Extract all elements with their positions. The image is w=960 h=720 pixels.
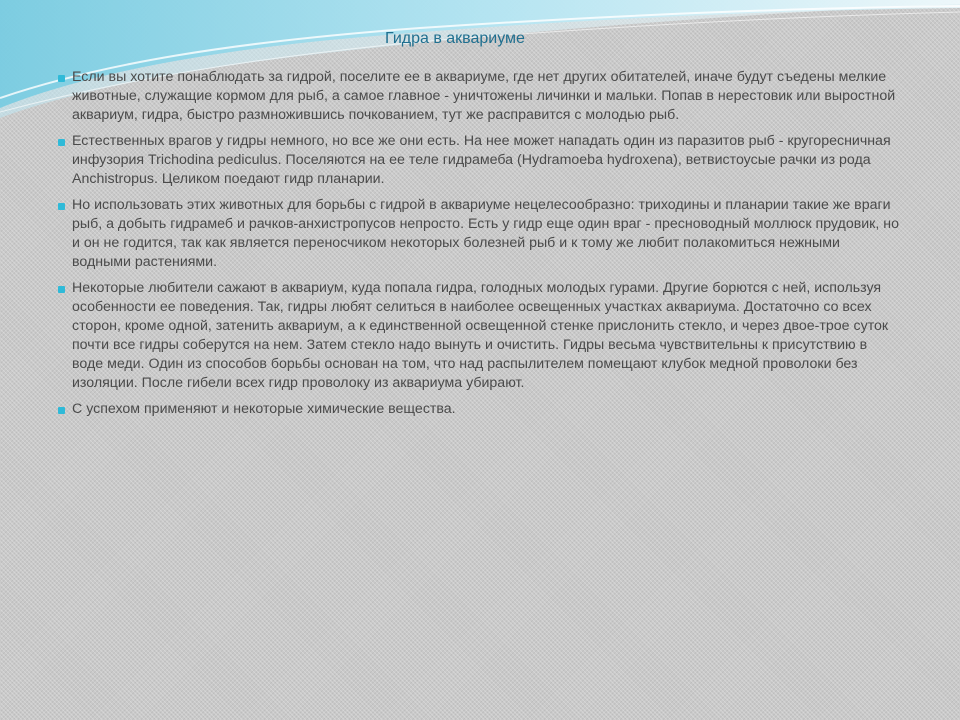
bullet-paragraph (58, 279, 900, 393)
paragraph-text: Но использовать этих животных для борьбы с гидрой в аквариуме нецелесообразно: триходины и планарии такие же враги рыб, а добыть гидрамеб и рачков-анхистропусов непросто. Есть у гидр еще один враг - пресноводный моллюск прудовик, но и он не годится, так как является переносчиком некоторых болезней рыб и к тому же любит полакомиться нежными водными растениями. (72, 197, 900, 270)
bullet-icon (58, 286, 65, 293)
bullet-paragraph (58, 132, 900, 189)
slide-title: Гидра в аквариуме (385, 30, 525, 47)
bullet-icon (58, 75, 65, 82)
slide-body (58, 68, 900, 426)
paragraph-text: Естественных врагов у гидры немного, но все же они есть. На нее может нападать один из паразитов рыб - кругоресничная инфузория Trichodina pediculus. Поселяются на ее теле гидрамеба (Hydramoeba hydroxena), ветвистоусые рачки из рода Anchistropus. Целиком поедают гидр планарии. (72, 133, 891, 187)
bullet-icon (58, 407, 65, 414)
paragraph-text: С успехом применяют и некоторые химические вещества. (72, 401, 456, 417)
paragraph-text: Некоторые любители сажают в аквариум, куда попала гидра, голодных молодых гурами. Другие борются с ней, используя особенности ее поведения. Так, гидры любят селиться в наиболее освещенных участках аквариума. Достаточно со всех сторон, кроме одной, затенить аквариум, а к единственной освещенной стенке прислонить стекло, и через двое-трое суток почти все гидры соберутся на нем. Затем стекло надо вынуть и очистить. Гидры весьма чувствительны к присутствию в воде меди. Один из способов борьбы основан на том, что над распылителем помещают клубок медной проволоки без изоляции. После гибели всех гидр проволоку из аквариума убирают. (72, 280, 889, 391)
bullet-icon (58, 203, 65, 210)
bullet-paragraph (58, 400, 900, 419)
bullet-paragraph (58, 196, 900, 272)
bullet-paragraph (58, 68, 900, 125)
paragraph-text: Если вы хотите понаблюдать за гидрой, поселите ее в аквариуме, где нет других обитателей, иначе будут съедены мелкие животные, служащие кормом для рыб, а самое главное - уничтожены личинки и мальки. Попав в нерестовик или выростной аквариум, гидра, быстро размножившись почкованием, тут же расправится с молодью рыб. (72, 69, 896, 123)
bullet-icon (58, 139, 65, 146)
